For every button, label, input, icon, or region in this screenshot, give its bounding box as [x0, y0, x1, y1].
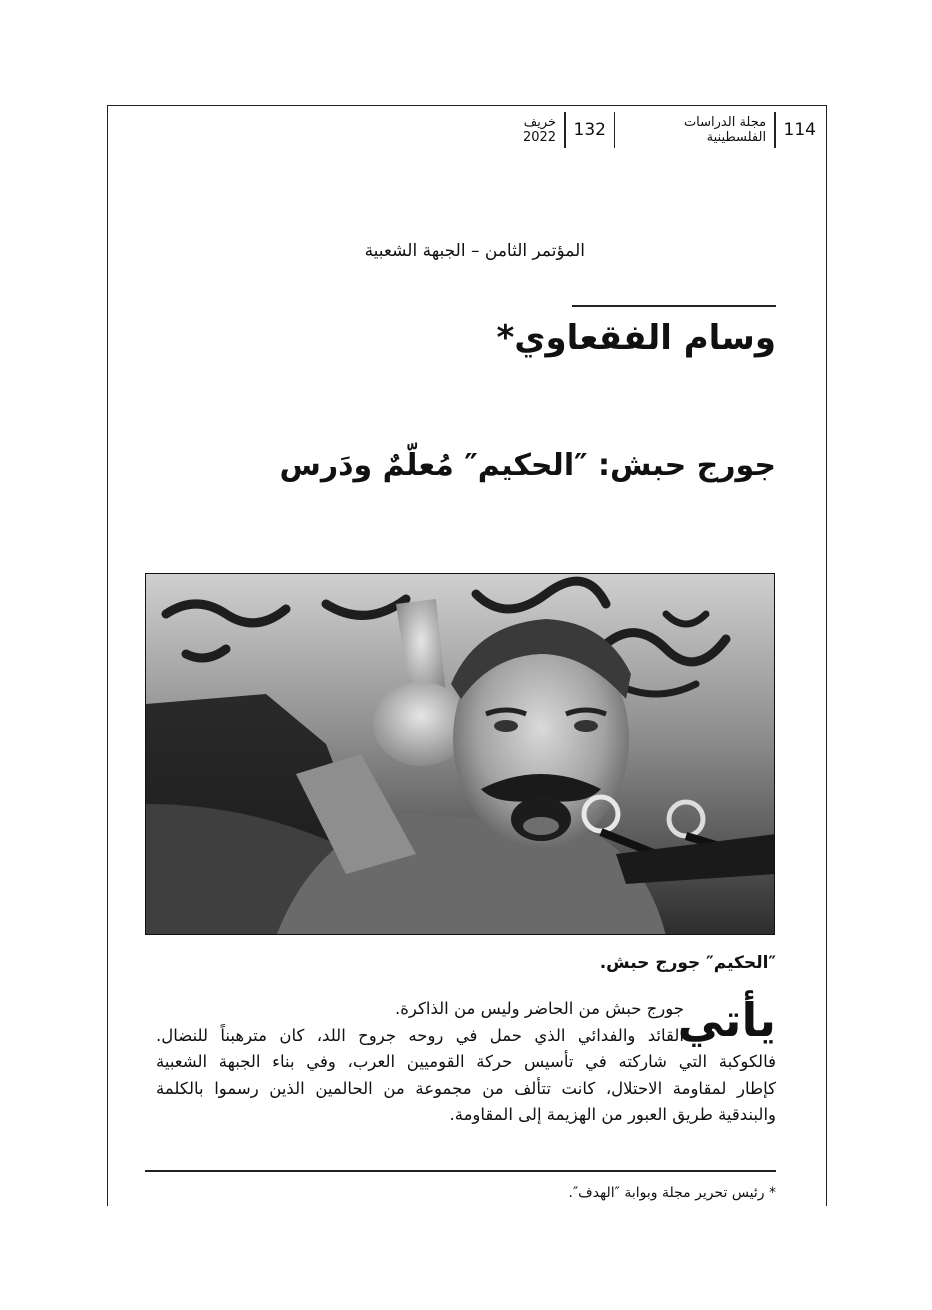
footnote-rule: [145, 1170, 776, 1172]
drop-cap-word: يأتي: [677, 993, 776, 1047]
author-rule: [572, 305, 776, 307]
footnote: * رئيس تحرير مجلة وبوابة ″الهدف″.: [568, 1185, 776, 1201]
photo-illustration: [146, 574, 775, 935]
body-line-3: فالكوكبة التي شاركته في تأسيس حركة القوميين العرب، وفي بناء الجبهة الشعبية: [156, 1052, 776, 1071]
author-name: وسام الفقعاوي*: [496, 318, 776, 358]
running-header: [480, 112, 820, 148]
portrait-photo: [145, 573, 775, 935]
journal-name: مجلة الدراسات الفلسطينية: [683, 115, 767, 145]
body-line-5: والبندقية طريق العبور من الهزيمة إلى المقاومة.: [449, 1105, 776, 1124]
body-line-4: كإطار لمقاومة الاحتلال، كانت تتألف من مجموعة من الحالمين الذين رسموا بالكلمة: [156, 1078, 776, 1098]
article-title: جورج حبش: ″الحكيم″ مُعلّمٌ ودَرس: [279, 448, 776, 483]
section-label: المؤتمر الثامن – الجبهة الشعبية: [364, 241, 585, 261]
issue-number: 132: [573, 120, 606, 140]
issue-season: خريف 2022: [522, 115, 557, 145]
page-number: 114: [783, 120, 816, 140]
article-body: [156, 993, 776, 1129]
body-line-2: القائد والفدائي الذي حمل في روحه جروح اللد، كان مترهبناً للنضال.: [156, 1025, 684, 1045]
photo-caption: ″الحكيم″ جورج حبش.: [599, 953, 776, 973]
body-line-1: جورج حبش من الحاضر وليس من الذاكرة.: [395, 999, 684, 1018]
